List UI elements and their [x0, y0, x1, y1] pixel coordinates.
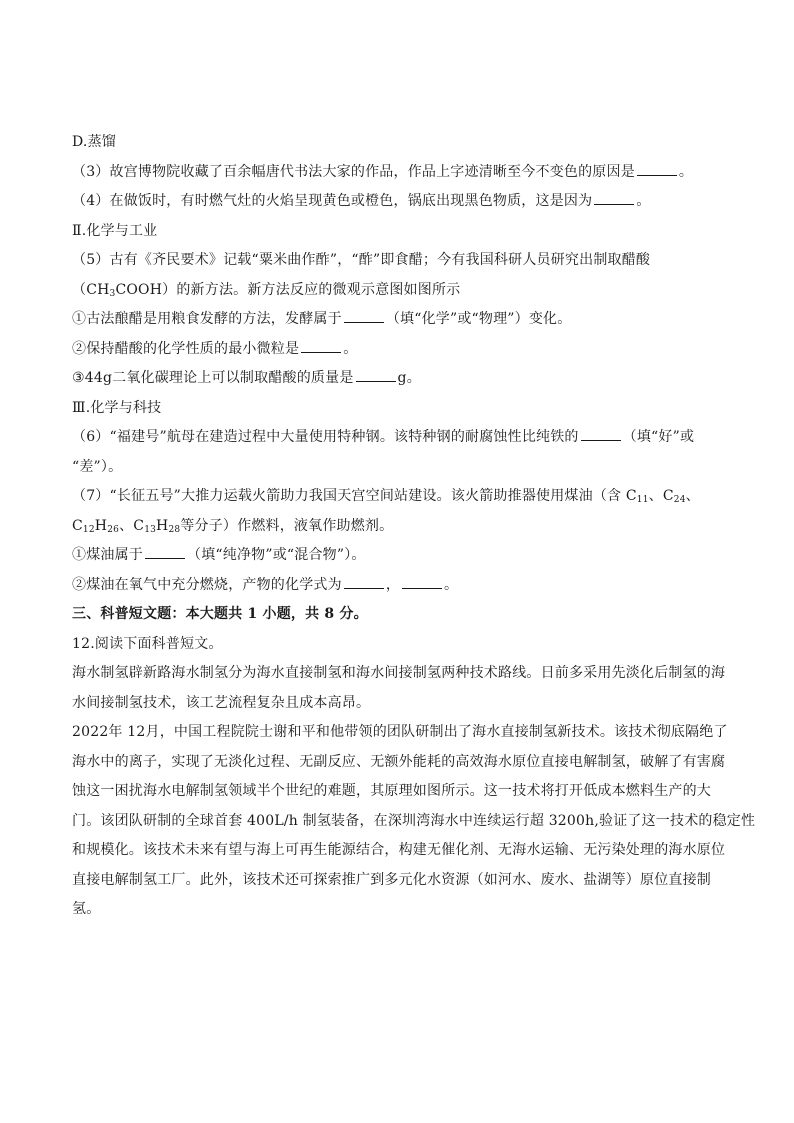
article-line: 门。该团队研制的全球首套 400L/h 制氢装备，在深圳湾海水中连续运行超 3200h,验证了这一技术的稳定性: [72, 812, 756, 829]
q7-part-1-text: ①煤油属于: [72, 547, 143, 563]
q7-h28: H: [156, 517, 169, 534]
document-content: [72, 128, 756, 925]
q7-sub-26: 26: [107, 524, 120, 535]
article-line: 直接电解制氢工厂。此外，该技术还可探索推广到多元化水资源（如河水、废水、盐湖等）原位直接制: [72, 871, 711, 888]
answer-blank-q4[interactable]: [594, 192, 634, 205]
q7-c12: C: [72, 517, 83, 534]
question-5-line-1: [72, 246, 722, 276]
question-3-tail: 。: [678, 163, 694, 180]
q7-part-1-tail: （填“纯净物”或“混合物”）。: [187, 547, 366, 563]
question-7-part-2: [72, 571, 722, 601]
answer-blank-q7-1[interactable]: [145, 546, 185, 559]
section-3-heading: [72, 600, 722, 630]
formula-subscript: 3: [109, 288, 116, 299]
answer-blank-q5-2[interactable]: [301, 340, 341, 353]
question-6-text: （6）“福建号”航母在建造过程中大量使用特种钢。该特种钢的耐腐蚀性比纯铁的: [72, 429, 579, 445]
answer-blank-q5-1[interactable]: [344, 310, 384, 323]
article-line: 氢。: [72, 901, 101, 917]
question-6-line-2: [72, 453, 722, 483]
article-line: 和规模化。该技术未来有望与海上可再生能源结合，构建无催化剂、无海水运输、无污染处理的海水原位: [72, 842, 726, 858]
option-d: [72, 128, 722, 158]
q7-c13: 、C: [119, 517, 145, 534]
q7-part-2-sep: ，: [385, 576, 401, 593]
question-4-tail: 。: [636, 193, 651, 209]
q7-line-2-post: 等分子）作燃料，液氧作助燃剂。: [180, 517, 394, 534]
article-line: 海水制氢辟新路海水制氢分为海水直接制氢和海水间接制氢两种技术路线。日前多采用先淡化后制氢的海: [72, 665, 726, 681]
question-6-tail: （填“好”或: [622, 429, 695, 445]
question-6-line-2-text: “差”）。: [72, 458, 123, 475]
q5-part-1-text: ①古法酿醋是用粮食发酵的方法，发酵属于: [72, 311, 342, 327]
section-industry-heading: [72, 217, 722, 247]
formula-prefix: （CH: [72, 281, 110, 298]
q7-line-1-post: 、: [685, 488, 700, 504]
article-line: 蚀这一困扰海水电解制氢领域半个世纪的难题，其原理如图所示。这一技术将打开低成本燃料生产的大: [72, 783, 711, 799]
section-technology-heading: [72, 394, 722, 424]
question-12-heading: [72, 630, 722, 660]
question-7-line-1: [72, 482, 722, 512]
question-7-part-1: [72, 541, 722, 571]
answer-blank-q3[interactable]: [637, 163, 677, 176]
q5-part-1-tail: （填“化学”或“物理”）变化。: [385, 311, 572, 327]
section-technology-text: Ⅲ.化学与科技: [72, 399, 162, 416]
q5-part-2-text: ②保持醋酸的化学性质的最小微粒是: [72, 340, 300, 357]
q7-line-1-pre: （7）“长征五号”大推力运载火箭助力我国天宫空间站建设。该火箭助推器使用煤油（含 C: [72, 488, 637, 504]
formula-suffix: COOH）的新方法。新方法反应的微观示意图如图所示: [115, 281, 461, 298]
question-5-line-2: [72, 276, 722, 306]
article-body: [72, 659, 756, 925]
article-line: 水间接制氢技术，该工艺流程复杂且成本高昂。: [72, 694, 371, 711]
question-7-line-2: [72, 512, 722, 542]
question-6-line-1: [72, 423, 722, 453]
q7-sub-28: 28: [168, 524, 181, 535]
q7-line-1-mid: 、C: [648, 488, 674, 504]
question-4: [72, 187, 722, 217]
q7-sub-12: 12: [82, 524, 95, 535]
q7-part-2-tail: 。: [444, 576, 459, 593]
article-line: 海水中的离子，实现了无淡化过程、无副反应、无额外能耗的高效海水原位直接电解制氢，破解了有害腐: [72, 753, 726, 770]
q7-part-2-text: ②煤油在氧气中充分燃烧，产物的化学式为: [72, 576, 342, 593]
q7-sub-11: 11: [636, 495, 649, 505]
answer-blank-q6[interactable]: [581, 428, 621, 441]
answer-blank-q5-3[interactable]: [356, 369, 396, 382]
question-5-part-2: [72, 335, 722, 365]
question-5-text: （5）古有《齐民要术》记载“粟米曲作酢”，“酢”即食醋；今有我国科研人员研究出制取醋酸: [72, 252, 651, 268]
question-5-part-1: [72, 305, 722, 335]
section-industry-text: Ⅱ.化学与工业: [72, 222, 158, 239]
article-line: 2022年 12月，中国工程院院士谢和平和他带领的团队研制出了海水直接制氢新技术。该技术彻底隔绝了: [72, 724, 728, 740]
question-3-text: （3）故宫博物院收藏了百余幅唐代书法大家的作品，作品上字迹清晰至今不变色的原因是: [72, 163, 635, 180]
answer-blank-q7-2b[interactable]: [402, 576, 442, 589]
option-d-text: D.蒸馏: [72, 134, 116, 150]
question-5-part-3: [72, 364, 722, 394]
question-12-text: 12.阅读下面科普短文。: [72, 635, 223, 652]
q7-sub-24: 24: [673, 495, 686, 505]
q5-part-2-tail: 。: [343, 340, 358, 357]
answer-blank-q7-2a[interactable]: [344, 576, 384, 589]
q7-sub-13: 13: [144, 524, 157, 535]
q5-part-3-tail: g。: [397, 370, 421, 386]
question-3: [72, 158, 722, 188]
q5-part-3-text: ③44g二氧化碳理论上可以制取醋酸的质量是: [72, 370, 354, 386]
question-4-text: （4）在做饭时，有时燃气灶的火焰呈现黄色或橙色，锅底出现黑色物质，这是因为: [72, 193, 593, 209]
q7-h26: H: [94, 517, 108, 534]
section-3-text: 三、科普短文题：本大题共 1 小题，共 8 分。: [72, 606, 368, 622]
